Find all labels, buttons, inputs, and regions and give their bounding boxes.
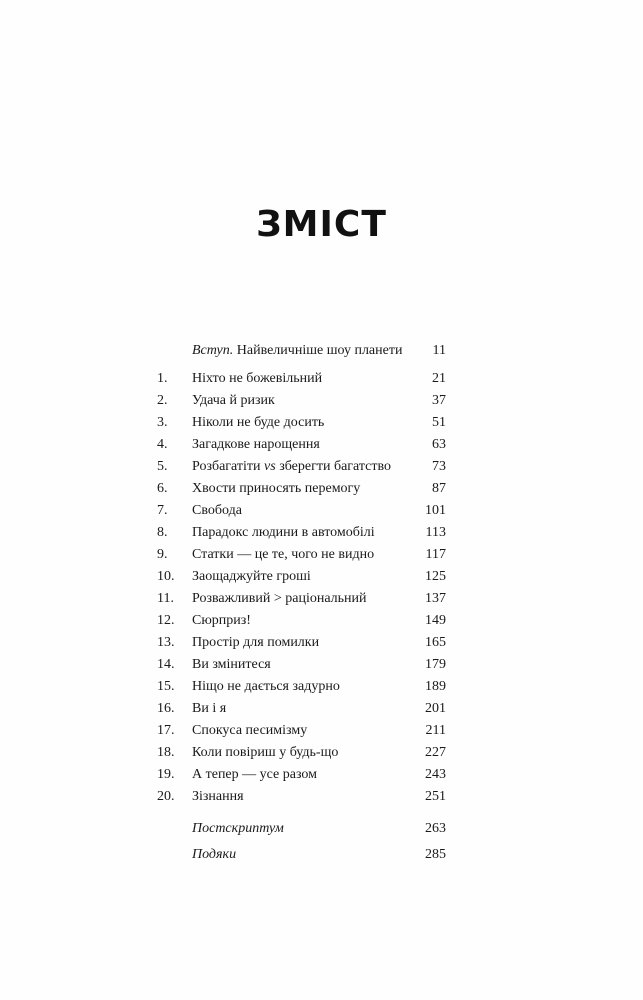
toc-chapter-number: 15. [157, 679, 175, 694]
toc-backmatter-row [152, 844, 446, 866]
toc-chapter-row [152, 786, 446, 808]
toc-chapter-number: 14. [157, 657, 175, 672]
toc-chapter-page: 63 [432, 437, 446, 452]
toc-spacer [152, 808, 446, 818]
toc-chapter-page: 201 [425, 701, 446, 716]
toc-chapter-row [152, 610, 446, 632]
toc-chapter-row [152, 566, 446, 588]
toc-chapter-row [152, 632, 446, 654]
toc-intro-label-italic: Вступ. [192, 343, 234, 358]
toc-chapter-number: 10. [157, 569, 175, 584]
toc-chapter-page: 73 [432, 459, 446, 474]
toc-backmatter-page: 263 [425, 821, 446, 836]
toc-backmatter-row [152, 818, 446, 840]
toc-chapter-number: 1. [157, 371, 168, 386]
toc-intro-title [192, 340, 402, 362]
toc-chapter-row [152, 676, 446, 698]
toc-chapter-title: Ніщо не дається задурно [192, 679, 340, 694]
toc-chapter-page: 117 [425, 547, 446, 562]
toc-chapter-row [152, 368, 446, 390]
toc-chapter-number: 4. [157, 437, 168, 452]
toc-chapter-page: 243 [425, 767, 446, 782]
toc-chapter-page: 87 [432, 481, 446, 496]
toc-chapter-number: 12. [157, 613, 175, 628]
page-title: ЗМІСТ [256, 204, 387, 245]
toc-chapter-title: Розважливий > раціональний [192, 591, 367, 606]
toc-chapter-page: 149 [425, 613, 446, 628]
toc-chapter-page: 51 [432, 415, 446, 430]
toc-chapter-title: Заощаджуйте гроші [192, 569, 311, 584]
toc-chapter-title-vs: vs [264, 459, 276, 474]
toc-chapter-title: Простір для помилки [192, 635, 320, 650]
toc-intro-page: 11 [432, 343, 446, 358]
toc-chapter-title: Парадокс людини в автомобілі [192, 525, 375, 540]
toc-chapter-row [152, 500, 446, 522]
toc-chapter-title: Свобода [192, 503, 242, 518]
toc-chapter-title: Спокуса песимізму [192, 723, 308, 738]
toc-intro-row [152, 340, 446, 362]
toc-chapter-number: 2. [157, 393, 168, 408]
toc-chapter-number: 9. [157, 547, 168, 562]
toc-chapter-page: 251 [425, 789, 446, 804]
toc-chapter-page: 101 [425, 503, 446, 518]
toc-chapter-title: Зізнання [192, 789, 244, 804]
toc-chapter-row [152, 742, 446, 764]
toc-chapter-title-part: Розбагатіти [192, 459, 265, 474]
toc-chapter-number: 7. [157, 503, 168, 518]
toc-chapter-row [152, 478, 446, 500]
toc-backmatter-title: Постскриптум [192, 821, 284, 836]
toc-chapter-title: Хвости приносять перемогу [192, 481, 361, 496]
toc-chapter-page: 125 [425, 569, 446, 584]
toc-chapter-title [192, 456, 391, 478]
table-of-contents [152, 340, 446, 870]
toc-chapter-number: 20. [157, 789, 175, 804]
toc-chapter-title: А тепер — усе разом [192, 767, 318, 782]
toc-chapter-page: 211 [425, 723, 446, 738]
toc-chapter-number: 6. [157, 481, 168, 496]
toc-chapter-page: 189 [425, 679, 446, 694]
toc-chapter-row [152, 544, 446, 566]
toc-chapter-title: Статки — це те, чого не видно [192, 547, 375, 562]
toc-chapter-row [152, 434, 446, 456]
toc-chapter-row [152, 412, 446, 434]
toc-chapter-number: 18. [157, 745, 175, 760]
toc-chapter-row [152, 698, 446, 720]
toc-chapter-number: 3. [157, 415, 168, 430]
toc-chapter-number: 8. [157, 525, 168, 540]
toc-chapter-number: 11. [157, 591, 174, 606]
toc-chapter-title: Загадкове нарощення [192, 437, 320, 452]
toc-chapter-title: Ніколи не буде досить [192, 415, 325, 430]
toc-chapter-number: 17. [157, 723, 175, 738]
toc-backmatter-title: Подяки [192, 847, 237, 862]
toc-chapter-page: 227 [425, 745, 446, 760]
toc-chapter-row [152, 456, 446, 478]
toc-chapter-page: 37 [432, 393, 446, 408]
toc-chapter-page: 137 [425, 591, 446, 606]
toc-chapter-title: Ви змінитеся [192, 657, 271, 672]
toc-chapter-page: 165 [425, 635, 446, 650]
toc-chapter-page: 113 [425, 525, 446, 540]
toc-chapter-title: Сюрприз! [192, 613, 251, 628]
toc-chapter-number: 5. [157, 459, 168, 474]
toc-chapter-page: 21 [432, 371, 446, 386]
toc-chapter-row [152, 720, 446, 742]
toc-chapter-title: Коли повіриш у будь-що [192, 745, 339, 760]
toc-chapter-title: Удача й ризик [192, 393, 275, 408]
toc-chapter-title: Ви і я [192, 701, 227, 716]
toc-backmatter-page: 285 [425, 847, 446, 862]
toc-intro-label-rest: Найвеличніше шоу планети [233, 343, 403, 358]
toc-chapter-number: 13. [157, 635, 175, 650]
toc-chapter-row [152, 588, 446, 610]
toc-chapter-row [152, 522, 446, 544]
toc-chapter-page: 179 [425, 657, 446, 672]
toc-chapter-row [152, 764, 446, 786]
toc-chapter-number: 16. [157, 701, 175, 716]
toc-chapter-number: 19. [157, 767, 175, 782]
toc-chapter-title-part: зберегти багатство [275, 459, 392, 474]
toc-chapter-row [152, 390, 446, 412]
toc-chapter-row [152, 654, 446, 676]
toc-chapter-title: Ніхто не божевільний [192, 371, 323, 386]
